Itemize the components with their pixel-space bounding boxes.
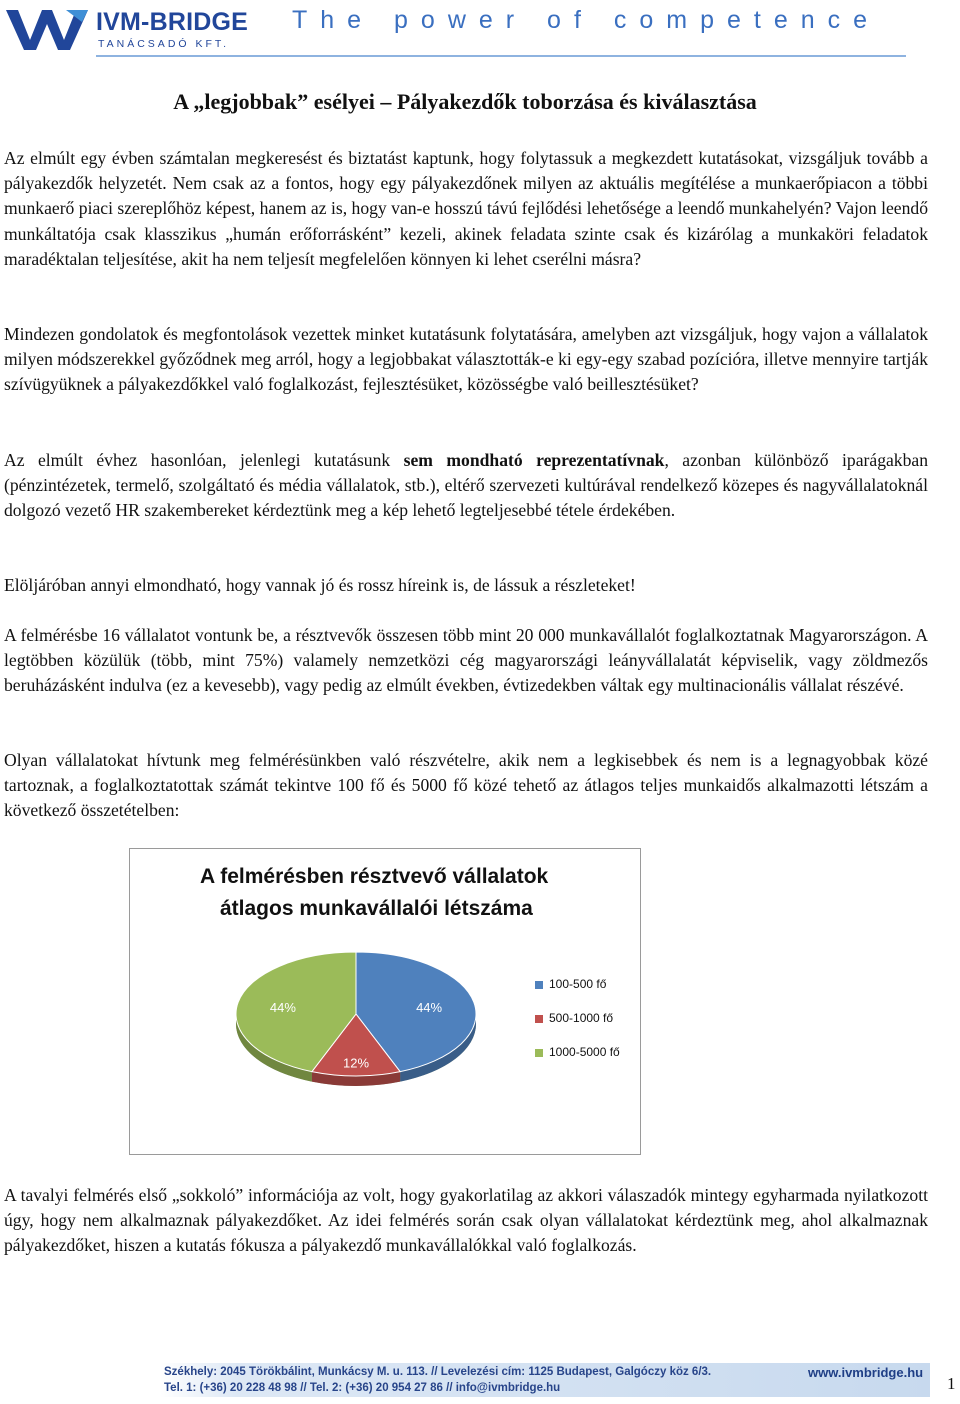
brand-subtitle: TANÁCSADÓ KFT. <box>98 38 230 50</box>
legend-label-2: 500-1000 fő <box>549 1011 614 1025</box>
pie-label-2: 12% <box>342 1055 370 1071</box>
paragraph-3-text-a: Az elmúlt évhez hasonlóan, jelenlegi kutatásunk <box>4 450 404 470</box>
pie-chart-box <box>129 848 641 1155</box>
footer-website[interactable]: www.ivmbridge.hu <box>808 1365 924 1380</box>
pie-chart <box>130 849 640 1154</box>
legend-swatch-2 <box>535 1015 543 1023</box>
paragraph-6: Olyan vállalatokat hívtunk meg felmérésünkben való részvételre, akik nem a legkisebbek és nem is a legnagyobbak közé tartoznak, a foglalkoztatottak számát tekintve 100 fő és 5000 fő közé tehető az átlagos teljes munkaidős alkalmazotti létszám a következő összetételben: <box>4 750 928 821</box>
legend-label-1: 100-500 fő <box>549 977 607 991</box>
legend-item-1 <box>535 977 606 991</box>
paragraph-3-text-b: , azonban különböző iparágakban (pénzintézetek, termelő, szolgáltató és média vállalatok, stb.), eltérő szervezeti kultúrával rendelkező közepes és nagyvállalatoknál dolgozó vezető HR szakembereket kérdeztünk meg a kép lehető legteljesebbé tétele érdekében. <box>4 450 928 521</box>
paragraph-3 <box>4 448 928 524</box>
footer-address: Székhely: 2045 Törökbálint, Munkácsy M. u. 113. // Levelezési cím: 1125 Budapest, Galgóczy köz 6/3. <box>164 1366 712 1378</box>
paragraph-7: A tavalyi felmérés első „sokkoló” információja az volt, hogy gyakorlatilag az akkori válaszadók mintegy egyharmada nyilatkozott úgy, hogy nem alkalmaznak pályakezdőket. Az idei felmérés során csak olyan vállalatokat kérdeztünk meg, ahol alkalmaznak pályakezdőket, hiszen a kutatás fókusza a pályakezdő munkavállalókkal való foglalkozás. <box>4 1185 928 1256</box>
paragraph-2: Mindezen gondolatok és megfontolások vezettek minket kutatásunk folytatására, amelyben azt vizsgáljuk, hogy vajon a vállalatok milyen módszerekkel győződnek meg arról, hogy a legjobbakat választották-e ki egy-egy szabad pozícióra, illetve mennyire tartják szívügyüknek a pályakezdőkkel való foglalkozást, fejlesztésüket, közösségbe való beillesztésüket? <box>4 324 928 395</box>
header-divider <box>96 55 906 57</box>
page-header <box>0 0 960 62</box>
brand-name: IVM-BRIDGE <box>96 8 248 36</box>
pie-label-3: 44% <box>269 999 296 1015</box>
header-tagline: The power of competence <box>292 6 881 34</box>
pie-label-1: 44% <box>416 999 443 1015</box>
page-number: 1 <box>947 1374 956 1393</box>
legend-label-3: 1000-5000 fő <box>549 1045 620 1059</box>
paragraph-4: Elöljáróban annyi elmondható, hogy vannak jó és rossz híreink is, de lássuk a részleteket! <box>4 575 636 595</box>
paragraph-5: A felmérésbe 16 vállalatot vontunk be, a résztvevők összesen több mint 20 000 munkavállalót foglalkoztatnak Magyarországon. A legtöbben közülük (több, mint 75%) valamely nemzetközi cég magyarországi leányvállalatát képviselik, vagy zöldmezős beruházásként indulva (ez a kevesebb), vagy pedig az elmúlt években, évtizedekben váltak egy multinacionális vállalat részévé. <box>4 625 928 696</box>
paragraph-3-emphasis: sem mondható reprezentatívnak <box>403 450 665 470</box>
page-footer <box>0 1355 960 1404</box>
chart-title-line-1: A felmérésben résztvevő vállalatok <box>200 865 549 888</box>
chart-title-line-2: átlagos munkavállalói létszáma <box>220 897 533 920</box>
legend-swatch-1 <box>535 981 543 989</box>
paragraph-1: Az elmúlt egy évben számtalan megkeresést és biztatást kaptunk, hogy folytassuk a megkezdett kutatásokat, vizsgáljuk tovább a pályakezdők helyzetét. Nem csak az a fontos, hogy egy pályakezdőnek milyen az aktuális megítélése a munkaerőpiacon a többi munkaerő piaci szereplőhöz képest, hanem az is, hogy van-e hosszú távú fejlődési lehetősége a leendő munkahelyén? Vajon leendő munkáltatója csak klasszikus „humán erőforrásként” kezeli, akinek feladata szinte csak és kizárólag a munkaköri feladatok maradéktalan teljesítése, akit ha nem teljesít megfelelően könnyen ki lehet cserélni másra? <box>4 148 928 269</box>
legend-item-2 <box>535 1011 613 1025</box>
legend-item-3 <box>535 1045 620 1059</box>
page-title: A „legjobbak” esélyei – Pályakezdők toborzása és kiválasztása <box>173 89 757 114</box>
footer-contact: Tel. 1: (+36) 20 228 48 98 // Tel. 2: (+36) 20 954 27 86 // info@ivmbridge.hu <box>164 1382 561 1394</box>
company-logo-icon <box>4 6 90 52</box>
legend-swatch-3 <box>535 1049 543 1057</box>
